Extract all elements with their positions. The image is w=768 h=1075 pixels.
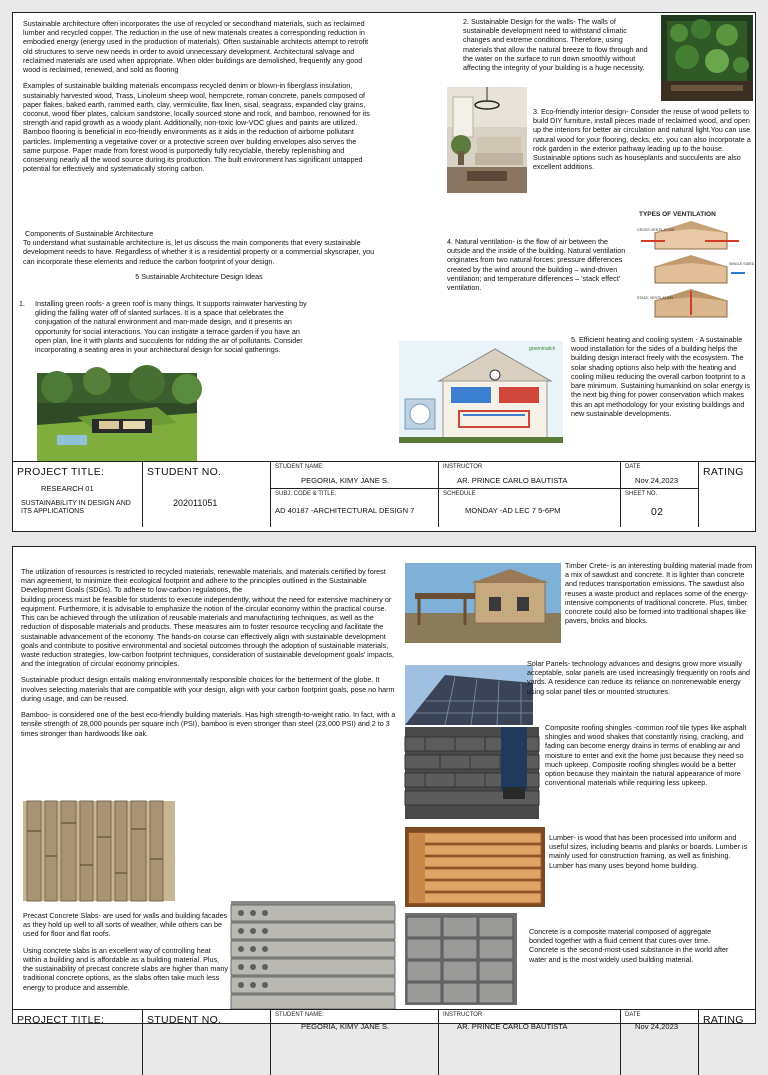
s2-paragraph-3: Sustainable product design entails making environmentally responsible choices for the betterment of the globe. It involves selecting materials that are compatible with your design, align with your carbon footprint goals, pose no harm during usage, and can be reused. (21, 675, 395, 703)
green-wall-photo (661, 15, 753, 101)
intro-paragraph-2: Examples of sustainable building materials encompass recycled denim or blown-in fiberglass insulation, sustainably harvested wood, Trass, Linoleum sheep wool, hempcrete, roman concrete, panels composed of paper flakes, baked earth, rammed earth, clay, vermiculite, flax linen, sisal, seagrass, expanded clay grains, coconut, wood fiber plates, calcium sandstone, locally sourced stone and rock, and bamboo, renowned for its strength and rapid growth as a woody plant. Additionally, non-toxic low-VOC glues and paints are utilized. Bamboo flooring is beneficial in eco-friendly environments as it aids in the reduction of airborne pollutant particles. Implementing a vegetative cover or a protective screen over building envelopes also serves the same purpose. Paper made from forest wood is purportedly fully recyclable, thereby replenishing and conserving nearly all the wood source during its production. The built environment has significant untapped potential for effectively and systematically storing carbon. (23, 81, 370, 174)
bamboo-photo (23, 801, 175, 901)
sheet-no-label: SHEET NO. (625, 491, 658, 497)
tb2-student-name-cell (271, 1010, 439, 1075)
student-no-cell (143, 462, 271, 527)
tb2-instructor-label: INSTRUCTOR (443, 1012, 483, 1018)
student-no-label: STUDENT NO. (147, 466, 222, 478)
sheet-page-2 (12, 546, 756, 1031)
ventilation-types-diagram (635, 207, 753, 319)
components-block (23, 229, 375, 281)
timbercrete-photo (405, 563, 561, 643)
project-title-cell (13, 462, 143, 527)
instructor-value: AR. PRINCE CARLO BAUTISTA (457, 476, 568, 485)
eco-interior-photo (447, 87, 527, 193)
date-value: Nov 24,2023 (635, 476, 679, 485)
tb2-project-title-cell (13, 1010, 143, 1075)
intro-text-block (23, 19, 375, 181)
lumber-photo (405, 827, 545, 907)
tb2-student-name-value: PEGORIA, KIMY JANE S. (301, 1022, 390, 1031)
instructor-label: INSTRUCTOR (443, 464, 483, 470)
vent-label-single: SINGLE SIDED (729, 262, 755, 266)
precast-text-2: Using concrete slabs is an excellent way of controlling heat within a building and is affordable as a building material. Plus, the sustainability of precast concrete slabs are higher than many traditional concrete options, as the slabs often take much less energy to produce and assemble. (23, 945, 228, 992)
vent-title: TYPES OF VENTILATION (639, 211, 716, 218)
date-cell (621, 462, 699, 527)
tb2-student-name-label: STUDENT NAME: (275, 1012, 324, 1018)
idea4-ventilation-text: 4. Natural ventilation- is the flow of air between the outside and the inside of the building. Natural ventilation originates from two natural forces: pressure differences created by the wind around the building – wind-driven ventilation; and temperature differences – 'stack effect' ventilation. (447, 237, 626, 293)
project-title-value: RESEARCH 01 (41, 484, 94, 493)
tb2-date-label: DATE (625, 1012, 641, 1018)
student-name-cell (271, 462, 439, 527)
tb2-date-value: Nov 24,2023 (635, 1022, 679, 1031)
sheet-page-1 (12, 12, 756, 532)
intro-paragraph-1: Sustainable architecture often incorporates the use of recycled or secondhand materials, such as reclaimed lumber and recycled copper. The reduction in the use of new materials creates a corresponding reduction in embodied energy (energy used in the production of materials). Often sustainable architects attempt to retrofit old structures to serve new needs in order to avoid unnecessary development. Architectural salvage and reclaimed materials are used when appropriate. When older buildings are demolished, frequently any good wood is reclaimed, renewed, and sold as flooring (23, 19, 369, 75)
student-name-value: PEGORIA, KIMY JANE S. (301, 476, 390, 485)
title-block-2 (13, 1009, 755, 1075)
tb2-rating-cell (699, 1010, 757, 1075)
s2-paragraph-2: building process must be feasible for students to execute independently, without the need for extensive machinery or equipment. Furthermore, it is advisable to emphasize the notion of the circular economy within the practical course. This can be achieved through the utilization of reusable materials and manufacturing techniques, as well as the reduction of disposable materials and products. These measures aim to foster resource recycling and facilitate the sustainable advancement of the economy. The hands-on course can effectively align with sustainable development goals and contribute to positive environmental and societal outcomes through the adoption of sustainable materials, waste reduction strategies, low-carbon footprint techniques, consideration of sustainable development goals' impacts, and the integration of circular economy principles. (21, 594, 394, 669)
concrete-text: Concrete is a composite material composed of aggregate bonded together with a fluid cement that cures over time. Concrete is the second-most-used substance in the world after water and is the most widely used building material. (529, 927, 729, 964)
tb2-project-title-label: PROJECT TITLE: (17, 1014, 105, 1026)
subj-label: SUBJ. CODE & TITLE: (275, 491, 337, 497)
date-label: DATE (625, 464, 641, 470)
idea3-interior-text: 3. Eco-friendly interior design- Consider the reuse of wood pellets to build DIY furniture, install pieces made of reclaimed wood, and open up the interiors for better air circulation and natural light.You can use natural wood for your flooring, decks, etc. you can also incorporate a rock garden in the exterior pathway leading up to the house. Sustainable options such as houseplants and succulents are also excellent additions. (533, 107, 751, 172)
vent-label-cross: CROSS VENTILATION (637, 228, 675, 232)
hvac-brand: greenmatch (529, 346, 556, 352)
idea1-number: 1. (19, 299, 25, 308)
precast-slab-photo (231, 901, 395, 1009)
tb2-instructor-cell (439, 1010, 621, 1075)
tb2-student-no-label: STUDENT NO. (147, 1014, 222, 1026)
schedule-label: SCHEDULE (443, 491, 476, 497)
green-roof-photo (37, 373, 197, 461)
shingles-text: Composite roofing shingles -common roof tile types like asphalt shingles and wood shakes that constantly rising, cracking, and fading can become energy drains in terms of enabling air and moisture to enter and exit the home just because they need so much upkeep. Composite roofing shingles would be a better option because they maintain the natural appearance of more conventional materials while requiring less upkeep. (545, 723, 747, 788)
title-block-1 (13, 461, 755, 527)
rating-label: RATING (703, 466, 744, 478)
student-name-label: STUDENT NAME: (275, 464, 324, 470)
tb2-student-no-cell (143, 1010, 271, 1075)
project-title-label: PROJECT TITLE: (17, 466, 105, 478)
tb2-date-cell (621, 1010, 699, 1075)
subj-value: AD 40187 -ARCHITECTURAL DESIGN 7 (275, 506, 415, 515)
project-subtitle: SUSTAINABILITY IN DESIGN AND ITS APPLICATIONS (21, 500, 131, 516)
rating-cell (699, 462, 757, 527)
components-heading: Components of Sustainable Architecture (25, 229, 154, 238)
heating-cooling-diagram (399, 341, 563, 443)
instructor-cell (439, 462, 621, 527)
tb2-rating-label: RATING (703, 1014, 744, 1026)
s2-bamboo-text: Bamboo- is considered one of the best eco-friendly building materials. Has high strength-to-weight ratio. In fact, with a tensile strength of 28,000 pounds per square inch (PSI), bamboo is even stronger than steel (23,000 PSI) and 2 to 3 times stronger than hardwoods like oak. (21, 710, 396, 738)
schedule-value: MONDAY -AD LEC 7 5-6PM (465, 506, 561, 515)
components-text: To understand what sustainable architecture is, let us discuss the main components that every sustainable development needs to have. Regardless of whether it is a residential property or a commercial skyscraper, you can incorporate these elements and reduce the carbon footprint of your design. (23, 238, 375, 266)
vent-label-stack: STACK VENTILATION (637, 296, 674, 300)
concrete-blocks-photo (405, 913, 517, 1005)
idea5-heating-text: 5. Efficient heating and cooling system - A sustainable wood installation for the sides of a building helps the building design interact freely with the ecosystem. The solar shading options also help with the heating and cooling milieu reducing the overall carbon footprint to a bare minimum. Sustaining humankind on solar energy is the next big thing for power conservation which makes this an apt methodology for your existing buildings and new sustainable developments. (571, 335, 750, 418)
timbercrete-text: Timber Crete- is an interesting building material made from a mix of sawdust and concrete. It is lighter than concrete and reduces transportation emissions. The sawdust also reuses a waste product and replaces some of the energy-intensive components of traditional concrete. Plus, timber concrete could also be formed into traditional shapes like pavers, bricks and blocks. (565, 561, 753, 626)
tb2-instructor-value: AR. PRINCE CARLO BAUTISTA (457, 1022, 568, 1031)
solar-panels-photo (405, 665, 533, 725)
lumber-text: Lumber- is wood that has been processed into uniform and useful sizes, including beams and planks or boards. Lumber is mainly used for construction framing, as well as finishing. Lumber has many uses beyond home building. (549, 833, 748, 870)
ideas-heading: 5 Sustainable Architecture Design Ideas (135, 271, 263, 281)
roof-shingles-photo (405, 727, 539, 819)
idea1-green-roof-text: Installing green roofs- a green roof is many things. It supports rainwater harvesting by gliding the falling water off of slanted surfaces. It is a space that celebrates the conjugation of the natural environment and man-made design, and it presents an opportunity for social interactions. You can instigate a terrace garden if you have an open plan, line it with plants and succulents for ridding the air of pollutants. Consider incorporating a seating area in your architectural design for social gatherings. (35, 299, 307, 355)
idea2-walls-text: 2. Sustainable Design for the walls- The walls of sustainable development need to withstand climatic changes and extreme conditions. Therefore, using materials that allow the natural breeze to flow through and the water on the surface to run down smoothly without affecting the integrity of your building is a huge necessity. (463, 17, 648, 73)
circular-economy-block (21, 567, 397, 745)
precast-block (23, 911, 229, 999)
precast-text-1: Precast Concrete Slabs- are used for walls and building facades as they hold up well to all sorts of weather, while others can be used for floor and flat roofs. (23, 911, 228, 939)
solar-panels-text: Solar Panels- technology advances and designs grow more visually acceptable, solar panels are used increasingly frequently on roofs and yards. A residence can reduce its reliance on nonrenewable energy using solar panel tiles or mounted structures. (527, 659, 750, 696)
student-no-value: 202011051 (173, 498, 218, 508)
sheet-no-value: 02 (651, 506, 664, 518)
s2-paragraph-1: The utilization of resources is restricted to recycled materials, renewable materials, and materials certified by forest man agreement, to minimize their ecological footprint and adhere to the principles outlined in the Sustainable Development Goals (SDGs). To adhere to low-carbon regulations, the (21, 567, 386, 595)
